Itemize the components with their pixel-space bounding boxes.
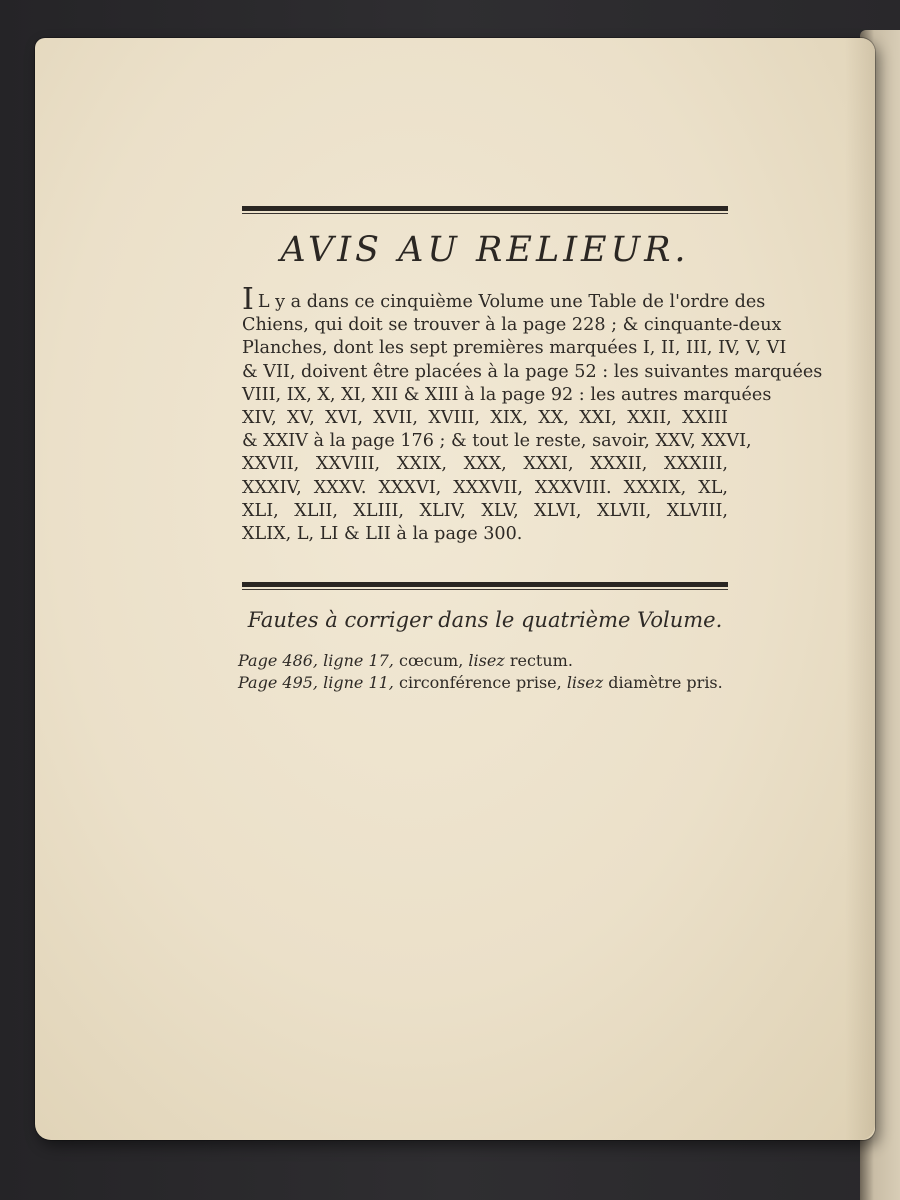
- errata-line: ligne 11,: [323, 673, 394, 692]
- text-line: XLIX, L, LI & LII à la page 300.: [242, 524, 523, 545]
- errata-lisez: lisez: [566, 673, 604, 692]
- drop-cap: I: [242, 282, 254, 317]
- text-line-content: L y a dans ce cinquième Volume une Table de l'ordre des: [257, 292, 766, 312]
- errata-item: [238, 672, 723, 694]
- text-line: [242, 282, 766, 317]
- top-rule: [242, 206, 728, 211]
- text-line: & XXIV à la page 176 ; & tout le reste, savoir, XXV, XXVI,: [242, 431, 752, 452]
- text-line: Planches, dont les sept premières marquées I, II, III, IV, V, VI: [242, 338, 787, 359]
- page-heading: AVIS AU RELIEUR.: [280, 230, 690, 270]
- errata-list: [238, 650, 723, 694]
- errata-error: cœcum,: [398, 651, 464, 670]
- text-line: Chiens, qui doit se trouver à la page 228 ; & cinquante-deux: [242, 315, 782, 336]
- errata-correction: diamètre pris.: [608, 673, 723, 692]
- text-line: XXVII, XXVIII, XXIX, XXX, XXXI, XXXII, XXXIII,: [242, 454, 728, 475]
- errata-correction: rectum.: [509, 651, 573, 670]
- text-line: XIV, XV, XVI, XVII, XVIII, XIX, XX, XXI, XXII, XXIII: [242, 408, 728, 429]
- errata-line: ligne 17,: [323, 651, 394, 670]
- errata-page: Page 486,: [238, 651, 319, 670]
- errata-error: circonférence prise,: [398, 673, 562, 692]
- text-line: XLI, XLII, XLIII, XLIV, XLV, XLVI, XLVII, XLVIII,: [242, 500, 728, 521]
- text-line: & VII, doivent être placées à la page 52 : les suivantes marquées: [242, 361, 823, 382]
- middle-rule: [242, 582, 728, 587]
- text-line: XXXIV, XXXV. XXXVI, XXXVII, XXXVIII. XXXIX, XL,: [242, 477, 728, 498]
- errata-item: [238, 650, 723, 672]
- errata-lisez: lisez: [468, 651, 505, 670]
- binder-notice-text: [242, 282, 823, 546]
- errata-title: Fautes à corriger dans le quatrième Volume.: [247, 608, 723, 632]
- text-line: VIII, IX, X, XI, XII & XIII à la page 92 : les autres marquées: [242, 384, 772, 405]
- errata-page: Page 495,: [238, 673, 319, 692]
